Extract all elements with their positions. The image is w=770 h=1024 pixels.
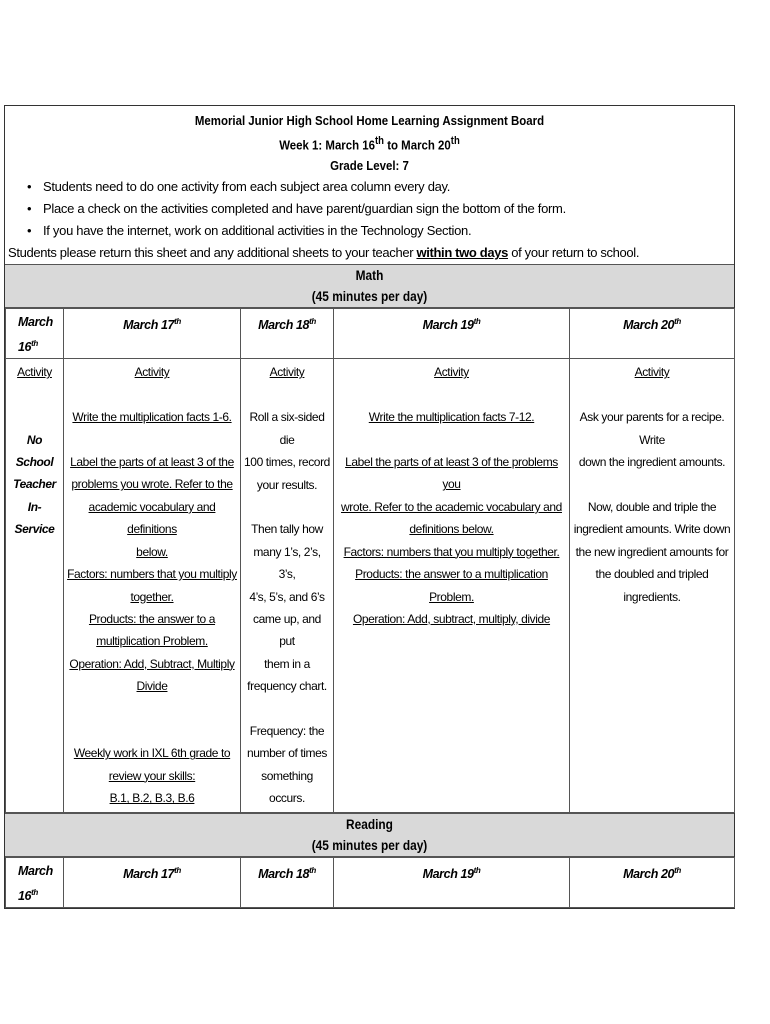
day-header-mar16: March 16th [6,309,64,359]
day-header-mar17: March 17th [64,857,241,907]
instruction-item: • Students need to do one activity from each subject area column every day. [43,176,734,198]
math-section-header [5,264,734,308]
math-cell-mar20 [570,359,735,812]
activity-label: Activity [634,365,670,380]
no-school-note: No School Teacher In-Service [13,432,56,537]
instructions-list [5,176,734,242]
grade-level: Grade Level: 7 [330,158,409,174]
day-header-mar18: March 18th [241,857,334,907]
math-activity-row [6,359,735,812]
return-deadline: within two days [416,245,509,261]
frequency-definition: Frequency: the number of times something occurs. [246,723,328,806]
recipe-instruction: Ask your parents for a recipe. Write down the ingredient amounts. [578,410,726,470]
board-header [5,106,734,264]
math-section-time: (45 minutes per day) [311,289,428,305]
math-cell-mar18 [241,359,334,812]
day-header-mar18: March 18th [241,309,334,359]
assignment-board [4,105,735,909]
instruction-item: • Place a check on the activities completed and have parent/guardian sign the bottom of the form. [43,198,734,220]
mult-facts-1-6: Write the multiplication facts 1-6. [72,410,232,425]
week-range: Week 1: March 16th to March 20th [279,135,460,153]
activity-label: Activity [134,365,170,380]
math-cell-mar19 [334,359,570,812]
day-header-mar17: March 17th [64,309,241,359]
math-cell-mar17 [64,359,241,812]
math-day-header-row [6,309,735,359]
reading-day-header-row [6,857,735,907]
activity-label: Activity [269,365,305,380]
math-section-title: Math [355,268,384,284]
ixl-weekly-work: Weekly work in IXL 6th grade to review your skills: B.1, B.2, B.3, B.6 [73,746,231,806]
return-instruction: Students please return this sheet and any additional sheets to your teacher within two days of your return to school. [8,245,640,261]
label-parts-instruction: Label the parts of at least 3 of the problems you wrote. Refer to the academic vocabulary and definitions below. Factors: numbers that you multiply together. Products: the answer to a multiplication Problem. Operation: Add, Subtract, Multiply Divide [67,455,237,694]
activity-label: Activity [434,365,469,380]
day-header-mar16: March 16th [6,857,64,907]
instruction-item: • If you have the internet, work on additional activities in the Technology Section. [43,220,734,242]
day-header-mar19: March 19th [334,857,570,907]
roll-die-instruction: Roll a six-sided die 100 times, record your results. [244,410,330,492]
reading-section-title: Reading [346,816,393,832]
tally-instruction: Then tally how many 1’s, 2’s, 3’s, 4’s, 5’s, and 6’s came up, and put them in a frequency chart. [247,522,327,694]
day-header-mar20: March 20th [570,309,735,359]
math-table [5,308,735,812]
reading-table [5,857,735,908]
board-title: Memorial Junior High School Home Learning Assignment Board [194,113,545,128]
activity-label: Activity [17,365,52,380]
day-header-mar20: March 20th [570,857,735,907]
mult-facts-7-12: Write the multiplication facts 7-12. [368,410,535,425]
reading-section-header [5,813,734,857]
math-cell-mar16 [6,359,64,812]
day-header-mar19: March 19th [334,309,570,359]
label-parts-instruction: Label the parts of at least 3 of the problems you wrote. Refer to the academic vocabulary and definitions below. Factors: numbers that you multiply together. Products: the answer to a multiplication Problem. Operation: Add, subtract, multiply, divide [341,455,562,626]
reading-section-time: (45 minutes per day) [311,837,428,853]
double-triple-instruction: Now, double and triple the ingredient amounts. Write down the new ingredient amounts for the doubled and tripled ingredients. [573,499,731,604]
